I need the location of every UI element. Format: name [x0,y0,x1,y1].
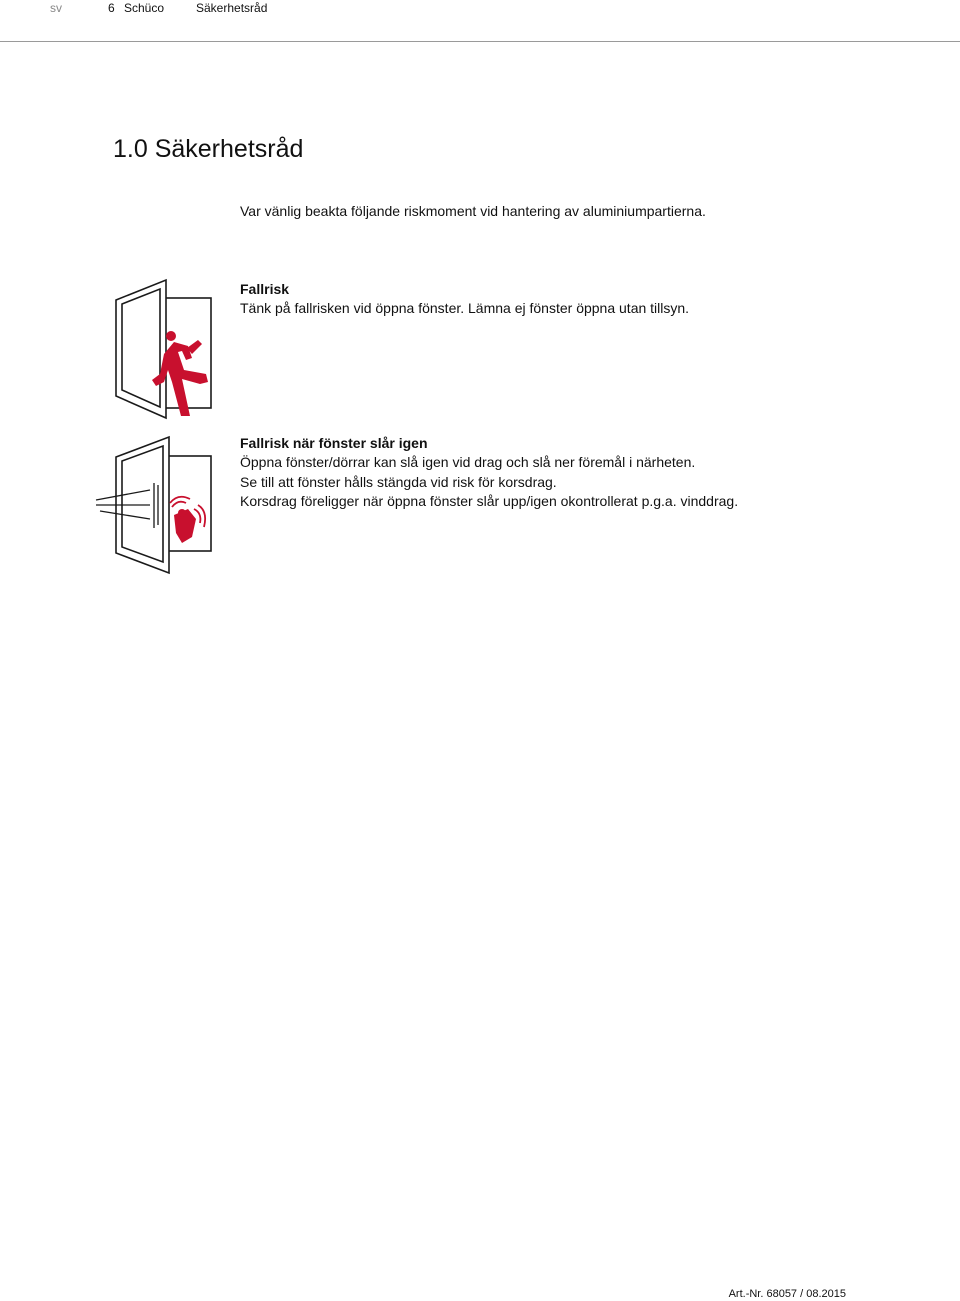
intro-text: Var vänlig beakta följande riskmoment vid hantering av aluminiumpartierna. [240,203,706,219]
warning-fall-risk [240,279,689,319]
page-header [0,0,960,42]
warning-text-line: Korsdrag föreligger när öppna fönster slår upp/igen okontrollerat p.g.a. vinddrag. [240,493,739,509]
warning-heading: Fallrisk [240,281,290,297]
warning-heading: Fallrisk när fönster slår igen [240,435,428,451]
window-sash-inner-shape [122,289,160,407]
warning-window-slam [240,433,738,512]
article-number: Art.-Nr. 68057 / 08.2015 [728,1288,846,1300]
warning-text-line: Tänk på fallrisken vid öppna fönster. Lämna ej fönster öppna utan tillsyn. [240,300,690,316]
window-sash-inner-shape [122,446,163,562]
page-number: 6 [108,1,115,15]
language-code: sv [50,1,62,15]
struck-object-shape [174,509,196,543]
section-name: Säkerhetsråd [196,1,268,15]
warning-text-line: Se till att fönster hålls stängda vid risk för korsdrag. [240,473,557,490]
brand-name: Schüco [124,1,165,15]
page-title: 1.0 Säkerhetsråd [113,135,304,163]
fall-risk-window-icon [110,278,222,420]
window-slam-draft-icon [92,433,222,578]
warning-text-line: Öppna fönster/dörrar kan slå igen vid drag och slå ner föremål i närheten. [240,454,696,470]
